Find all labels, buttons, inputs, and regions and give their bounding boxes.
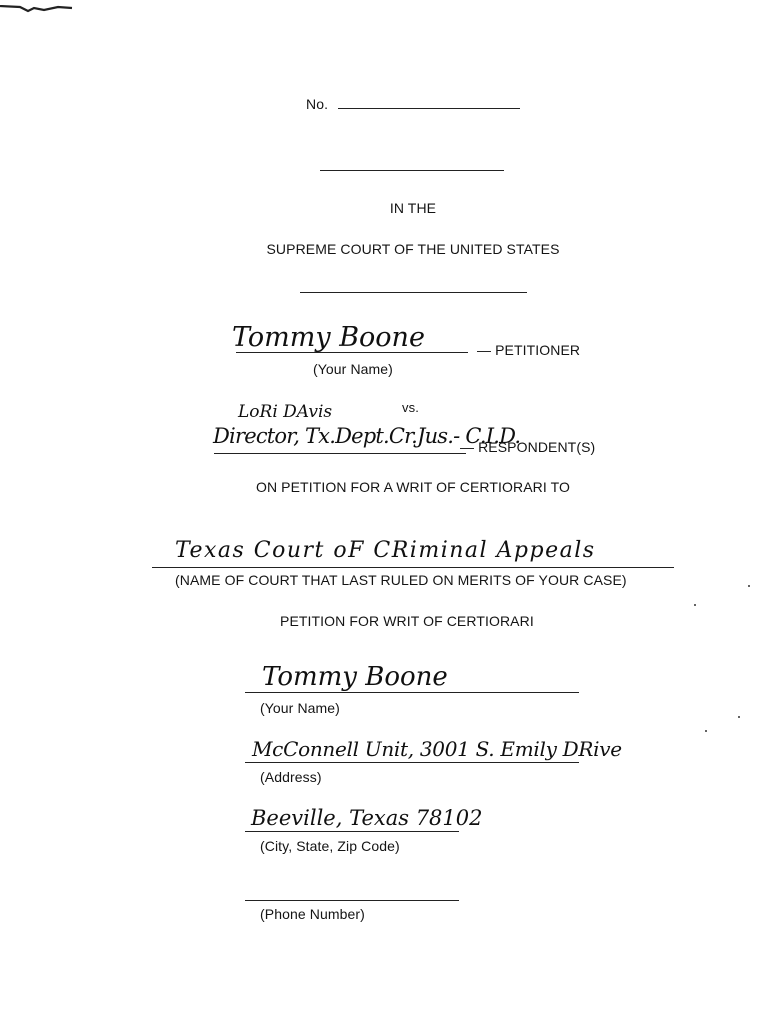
case-number-label: No. (306, 96, 329, 112)
case-number-line (338, 108, 520, 109)
city-line (245, 831, 459, 832)
versus-label: vs. (402, 400, 419, 415)
header-divider-line (320, 170, 504, 171)
court-name: SUPREME COURT OF THE UNITED STATES (266, 241, 560, 257)
lower-court-handwritten: Texas Court oF CRiminal Appeals (175, 538, 596, 563)
city-handwritten: Beeville, Texas 78102 (251, 806, 483, 830)
scan-artifact-top-left (0, 0, 74, 8)
respondent-label: — RESPONDENT(S) (460, 439, 596, 455)
scan-speck (738, 716, 740, 718)
scan-speck (748, 585, 750, 587)
address-line (245, 762, 579, 763)
phone-line (245, 900, 459, 901)
petition-title: PETITION FOR WRIT OF CERTIORARI (280, 613, 534, 629)
petitioner-name-handwritten: Tommy Boone (232, 322, 425, 353)
respondent-title-handwritten: Director, Tx.Dept.Cr.Jus.- C.I.D. (213, 424, 521, 448)
contact-name-line (245, 692, 579, 693)
contact-name-handwritten: Tommy Boone (262, 662, 448, 692)
petitioner-caption: (Your Name) (313, 361, 393, 377)
address-caption: (Address) (260, 769, 322, 785)
respondent-line (214, 453, 466, 454)
contact-name-caption: (Your Name) (260, 700, 340, 716)
petitioner-label: — PETITIONER (477, 342, 581, 358)
court-divider-line (300, 292, 527, 293)
city-caption: (City, State, Zip Code) (260, 838, 400, 854)
lower-court-line (152, 567, 674, 568)
on-petition-text: ON PETITION FOR A WRIT OF CERTIORARI TO (255, 479, 570, 495)
court-prefix: IN THE (389, 200, 437, 216)
lower-court-caption: (NAME OF COURT THAT LAST RULED ON MERITS OF YOUR CASE) (175, 572, 627, 588)
phone-caption: (Phone Number) (260, 906, 365, 922)
address-handwritten: McConnell Unit, 3001 S. Emily DRive (252, 737, 622, 761)
scan-speck (705, 730, 707, 732)
petitioner-name-line (236, 352, 468, 353)
respondent-name-handwritten: LoRi DAvis (238, 402, 333, 422)
scan-speck (694, 604, 696, 606)
